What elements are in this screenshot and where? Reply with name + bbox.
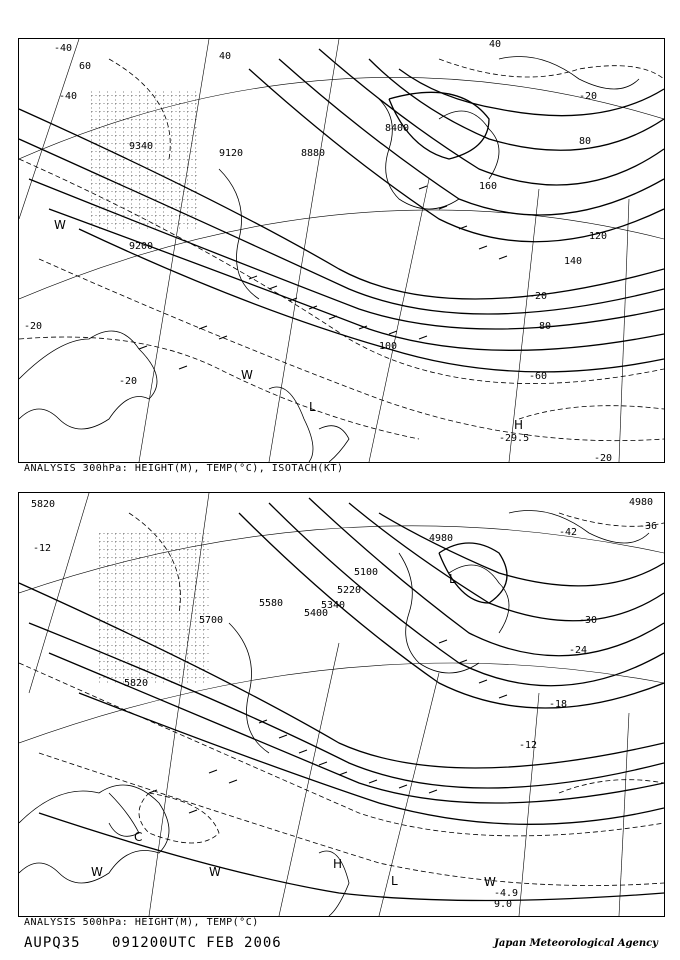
warm-label: W [484,875,496,889]
temp-label: -42 [559,527,578,538]
height-label: 4980 [429,533,454,544]
height-label: 5580 [259,598,284,609]
point-value: -4.9 [494,888,519,899]
height-label-9340: 9340 [129,141,154,152]
low-pressure-label: L [449,572,456,586]
isotach-label: 80 [539,321,552,332]
warm-label: W [91,865,103,879]
temp-label: -20 [579,91,598,102]
panel-500-caption: ANALYSIS 500hPa: HEIGHT(M), TEMP(°C) [24,917,259,928]
height-label: 4980 [629,497,654,508]
temp-label: -12 [519,740,538,751]
height-label: 5400 [304,608,329,619]
temp-label: -24 [569,645,588,656]
temp-label: -12 [33,543,52,554]
high-pressure-label: H [333,857,343,871]
agency-name: Japan Meteorological Agency [494,938,658,949]
temp-label: -40 [59,91,78,102]
height-label: 5700 [199,615,224,626]
isotach-label: 100 [379,341,398,352]
warm-label: W [241,368,253,382]
map-300hpa-svg [19,39,664,462]
product-code: AUPQ35 [24,935,81,951]
isotach-label: 120 [589,231,608,242]
isotach-label: 60 [79,61,92,72]
map-500hpa-svg [19,493,664,916]
panel-300-caption: ANALYSIS 300hPa: HEIGHT(M), TEMP(°C), ISOTACH(KT) [24,463,344,474]
low-pressure-label: L [309,400,316,414]
isotach-label: 80 [579,136,592,147]
map-panel-300hpa [18,38,665,463]
temp-label: -40 [54,43,73,54]
temp-label: -20 [119,376,138,387]
height-label: 5820 [124,678,149,689]
point-value: 9.0 [494,899,513,910]
hatched-area [89,89,199,229]
isotach-label: 160 [479,181,498,192]
temp-label: -36 [639,521,658,532]
height-label-9120: 9120 [219,148,244,159]
hatched-area [99,533,209,683]
map-panel-500hpa [18,492,665,917]
temp-label: -30 [579,615,598,626]
cold-label: C [134,830,143,844]
height-label-8400: 8400 [385,123,410,134]
valid-time: 091200UTC FEB 2006 [112,935,282,951]
height-label: 5340 [321,600,346,611]
temp-label: -20 [594,453,613,462]
warm-label: W [209,865,221,879]
low-pressure-label: L [391,874,398,888]
height-label: 5820 [31,499,56,510]
temp-label: -60 [529,371,548,382]
high-pressure-label: H [514,418,524,432]
height-label: 5220 [337,585,362,596]
isotach-label: 40 [489,39,502,50]
temp-label: -20 [24,321,43,332]
product-info [24,935,304,951]
height-label-8880: 8880 [301,148,326,159]
height-label: 5100 [354,567,379,578]
height-label-9200: 9200 [129,241,154,252]
isotach-label: 40 [219,51,232,62]
temp-label: -18 [549,699,568,710]
warm-label: W [54,218,66,232]
temp-label: -20 [529,291,548,302]
isotach-label: 140 [564,256,583,267]
point-value: -29.5 [499,433,530,444]
